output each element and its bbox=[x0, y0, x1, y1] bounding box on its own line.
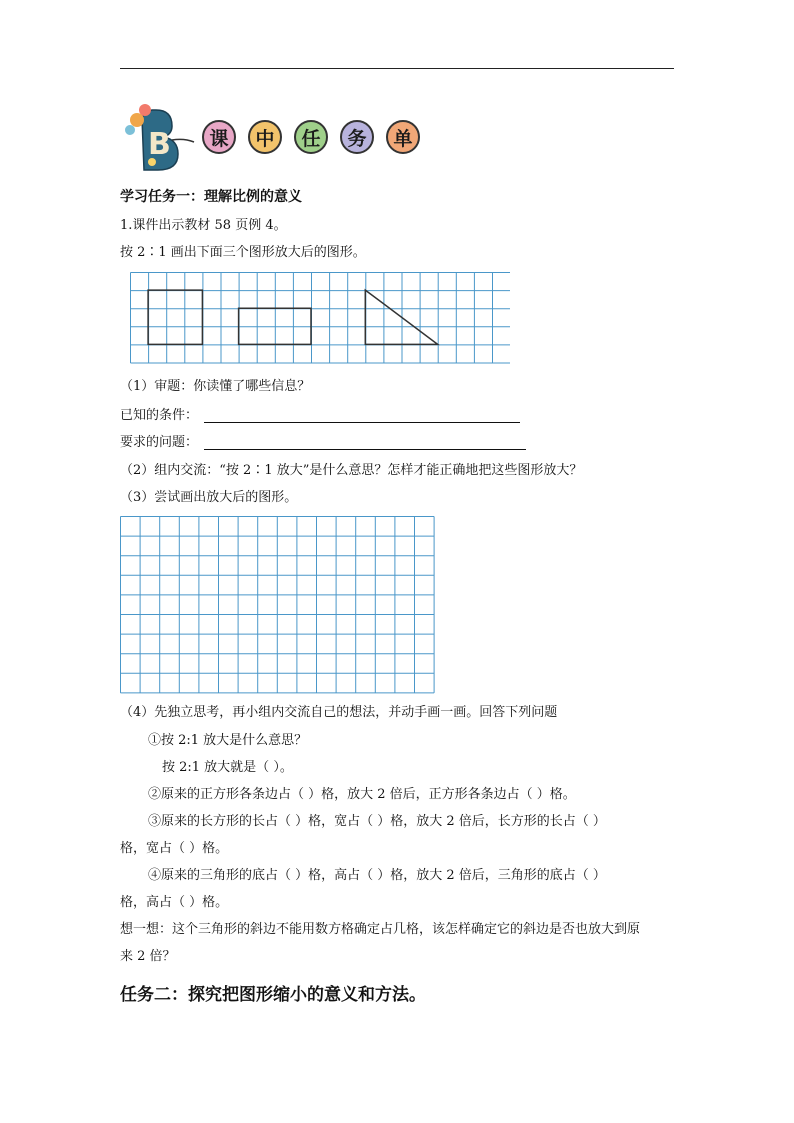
badge-char-5: 单 bbox=[386, 120, 420, 154]
square-shape bbox=[148, 290, 202, 344]
task1-title: 学习任务一：理解比例的意义 bbox=[120, 189, 302, 205]
rectangle-shape bbox=[239, 308, 311, 344]
sub-question-3b: 格，宽占（ ）格。 bbox=[120, 841, 229, 856]
header-rule bbox=[120, 68, 674, 69]
line-example: 1.课件出示教材 58 页例 4。 bbox=[120, 218, 287, 233]
line-instruction: 按 2∶1 画出下面三个图形放大后的图形。 bbox=[120, 245, 366, 260]
sub-question-1: ①按 2:1 放大是什么意思？ bbox=[148, 733, 308, 748]
question-3: （3）尝试画出放大后的图形。 bbox=[120, 490, 298, 505]
drawing-grid[interactable] bbox=[120, 516, 476, 696]
sub-question-3a: ③原来的长方形的长占（ ）格，宽占（ ）格，放大 2 倍后，长方形的长占（ ） bbox=[148, 814, 606, 829]
sub-question-4b: 格，高占（ ）格。 bbox=[120, 895, 229, 910]
ask-label: 要求的问题： bbox=[120, 435, 199, 450]
task2-title: 任务二：探究把图形缩小的意义和方法。 bbox=[120, 985, 426, 1005]
question-1: （1）审题：你读懂了哪些信息？ bbox=[120, 379, 311, 394]
badge-letter-icon bbox=[122, 100, 212, 174]
svg-text:B: B bbox=[148, 127, 171, 162]
sub-question-4a: ④原来的三角形的底占（ ）格，高占（ ）格，放大 2 倍后，三角形的底占（ ） bbox=[148, 868, 606, 883]
think-line-2: 来 2 倍？ bbox=[120, 949, 176, 964]
example-grid bbox=[130, 272, 510, 366]
question-4: （4）先独立思考，再小组内交流自己的想法，并动手画一画。回答下列问题 bbox=[120, 705, 558, 720]
badge-char-4: 务 bbox=[340, 120, 374, 154]
question-2: （2）组内交流：“按 2∶1 放大”是什么意思？怎样才能正确地把这些图形放大？ bbox=[120, 463, 583, 478]
think-line-1: 想一想：这个三角形的斜边不能用数方格确定占几格，该怎样确定它的斜边是否也放大到原 bbox=[120, 922, 641, 937]
sub-question-2: ②原来的正方形各条边占（ ）格，放大 2 倍后，正方形各条边占（ ）格。 bbox=[148, 787, 576, 802]
known-answer-line[interactable] bbox=[204, 422, 520, 423]
badge-char-3: 任 bbox=[294, 120, 328, 154]
ask-answer-line[interactable] bbox=[204, 449, 526, 450]
sub-answer-1: 按 2:1 放大就是（ ）。 bbox=[162, 760, 293, 775]
badge-char-2: 中 bbox=[248, 120, 282, 154]
known-label: 已知的条件： bbox=[120, 408, 199, 423]
lesson-badge bbox=[122, 100, 432, 174]
badge-char-1: 课 bbox=[202, 120, 236, 154]
